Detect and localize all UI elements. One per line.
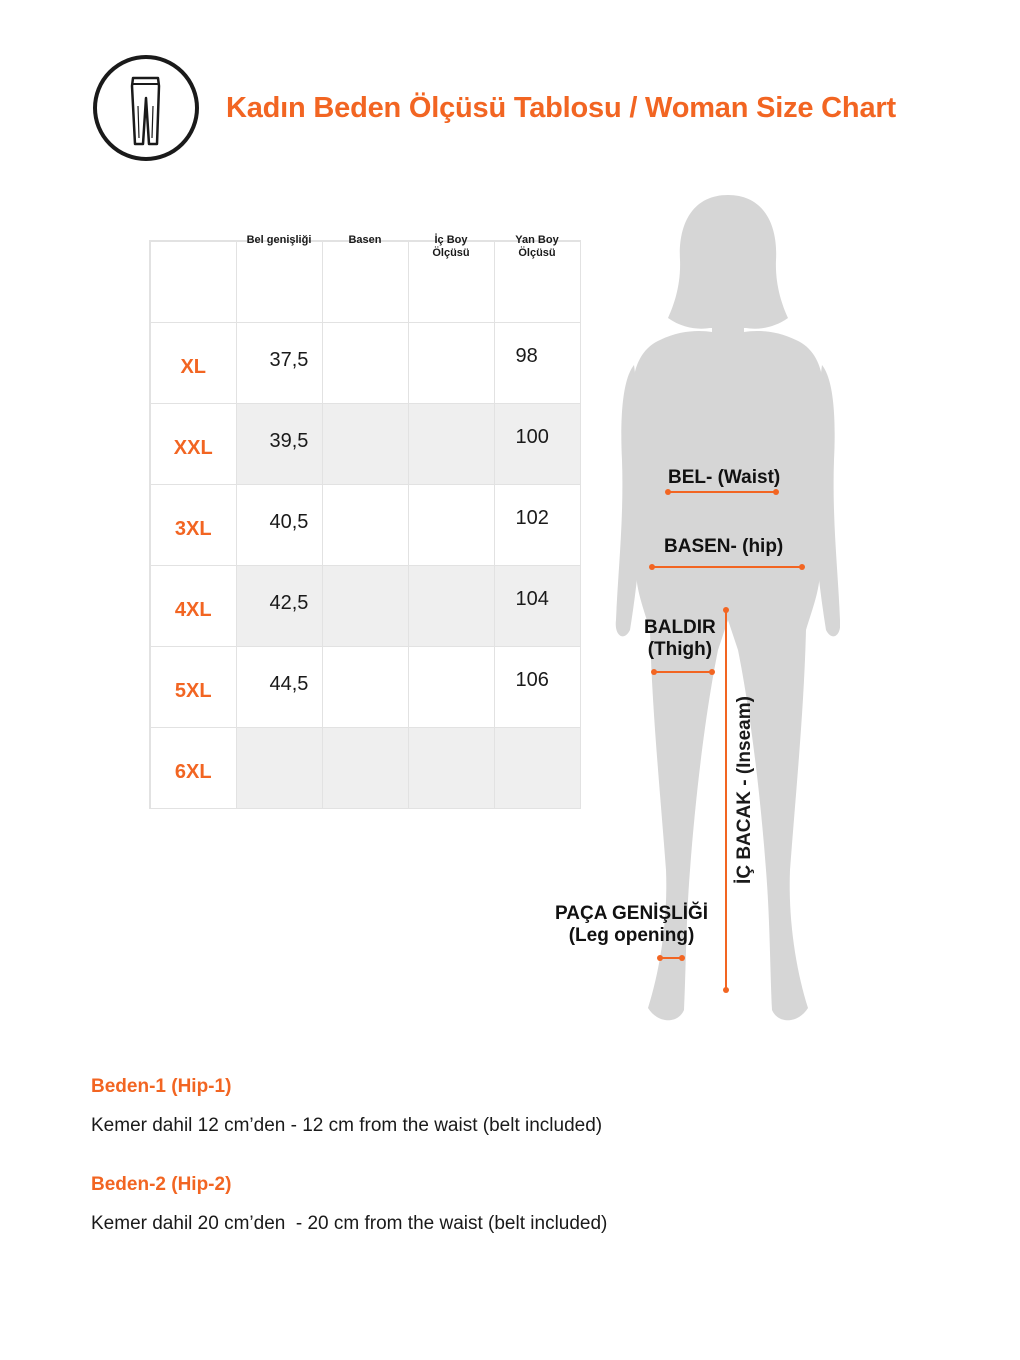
column-header-hip: Basen bbox=[322, 241, 408, 322]
outseam-cell: 102 bbox=[494, 484, 580, 565]
note-text: Kemer dahil 12 cm’den - 12 cm from the waist (belt included) bbox=[91, 1115, 603, 1136]
size-cell: XXL bbox=[150, 403, 236, 484]
waist-cell: 44,5 bbox=[236, 646, 322, 727]
size-cell: 5XL bbox=[150, 646, 236, 727]
inseam-cell bbox=[408, 646, 494, 727]
outseam-cell bbox=[494, 727, 580, 808]
size-table bbox=[149, 234, 581, 809]
size-cell: XL bbox=[150, 322, 236, 403]
leggings-logo bbox=[93, 55, 199, 161]
outseam-cell: 106 bbox=[494, 646, 580, 727]
column-header-empty bbox=[150, 241, 236, 322]
inseam-cell bbox=[408, 565, 494, 646]
note-title: Beden-1 (Hip-1) bbox=[91, 1076, 232, 1097]
column-header-waist: Bel genişliği bbox=[236, 241, 322, 322]
hip-cell bbox=[322, 403, 408, 484]
table-row bbox=[150, 646, 580, 727]
waist-cell bbox=[236, 727, 322, 808]
size-cell: 3XL bbox=[150, 484, 236, 565]
table-row bbox=[150, 727, 580, 808]
note-text: Kemer dahil 20 cm’den - 20 cm from the waist (belt included) bbox=[91, 1213, 608, 1234]
outseam-cell: 98 bbox=[494, 322, 580, 403]
table-row bbox=[150, 403, 580, 484]
waist-cell: 39,5 bbox=[236, 403, 322, 484]
page-title: Kadın Beden Ölçüsü Tablosu / Woman Size Chart bbox=[226, 92, 896, 124]
column-header-inseam: İç Boy Ölçüsü bbox=[408, 241, 494, 322]
thigh-label: BALDIR (Thigh) bbox=[644, 617, 716, 660]
leggings-icon bbox=[124, 76, 168, 146]
inseam-cell bbox=[408, 322, 494, 403]
table-row bbox=[150, 484, 580, 565]
outseam-cell: 104 bbox=[494, 565, 580, 646]
waist-cell: 37,5 bbox=[236, 322, 322, 403]
leg-opening-label: PAÇA GENİŞLİĞİ (Leg opening) bbox=[555, 903, 709, 946]
hip-cell bbox=[322, 484, 408, 565]
table-header-row bbox=[150, 241, 580, 322]
hip-cell bbox=[322, 322, 408, 403]
hip-cell bbox=[322, 565, 408, 646]
table-row bbox=[150, 322, 580, 403]
waist-cell: 40,5 bbox=[236, 484, 322, 565]
waist-cell: 42,5 bbox=[236, 565, 322, 646]
inseam-label: İÇ BACAK - (Inseam) bbox=[734, 696, 755, 884]
inseam-cell bbox=[408, 727, 494, 808]
hip-cell bbox=[322, 727, 408, 808]
note-title: Beden-2 (Hip-2) bbox=[91, 1174, 232, 1195]
inseam-cell bbox=[408, 403, 494, 484]
hip-label: BASEN- (hip) bbox=[664, 536, 784, 557]
column-header-outseam: Yan Boy Ölçüsü bbox=[494, 241, 580, 322]
size-cell: 6XL bbox=[150, 727, 236, 808]
outseam-cell: 100 bbox=[494, 403, 580, 484]
hip-cell bbox=[322, 646, 408, 727]
inseam-cell bbox=[408, 484, 494, 565]
waist-label: BEL- (Waist) bbox=[668, 467, 781, 488]
table-row bbox=[150, 565, 580, 646]
size-cell: 4XL bbox=[150, 565, 236, 646]
